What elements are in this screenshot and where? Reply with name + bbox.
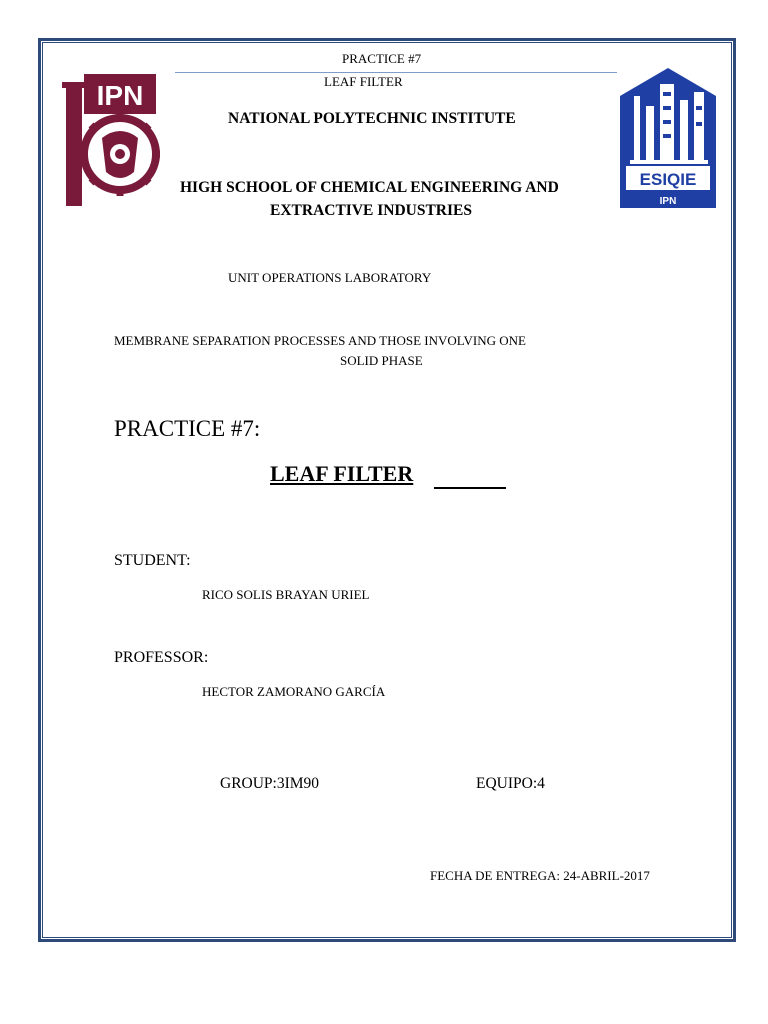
esiqie-logo-subtext: IPN [659,196,677,207]
school-name-line1: HIGH SCHOOL OF CHEMICAL ENGINEERING AND [180,179,559,196]
esiqie-logo [616,66,720,210]
practice-label: PRACTICE #7: [114,416,261,441]
practice-title-underline [434,487,506,489]
group-info: GROUP:3IM90 [220,775,320,792]
header-divider [175,72,617,73]
ipn-logo-text: IPN [96,80,144,111]
header-practice: PRACTICE #7 [342,51,422,66]
delivery-date: FECHA DE ENTREGA: 24-ABRIL-2017 [430,868,650,883]
student-label: STUDENT: [114,552,191,569]
esiqie-logo-text: ESIQIE [639,170,697,189]
team-info: EQUIPO:4 [476,775,545,792]
student-name: RICO SOLIS BRAYAN URIEL [202,587,370,602]
subject-line1: MEMBRANE SEPARATION PROCESSES AND THOSE INVOLVING ONE [114,333,526,348]
subject-line2: SOLID PHASE [340,353,423,368]
practice-title: LEAF FILTER [270,461,414,486]
ipn-logo [62,72,160,214]
professor-name: HECTOR ZAMORANO GARCÍA [202,684,386,699]
professor-label: PROFESSOR: [114,649,209,666]
institution-name: NATIONAL POLYTECHNIC INSTITUTE [228,110,516,127]
laboratory-name: UNIT OPERATIONS LABORATORY [228,270,432,285]
school-name-line2: EXTRACTIVE INDUSTRIES [270,202,472,219]
header-title: LEAF FILTER [324,74,403,89]
